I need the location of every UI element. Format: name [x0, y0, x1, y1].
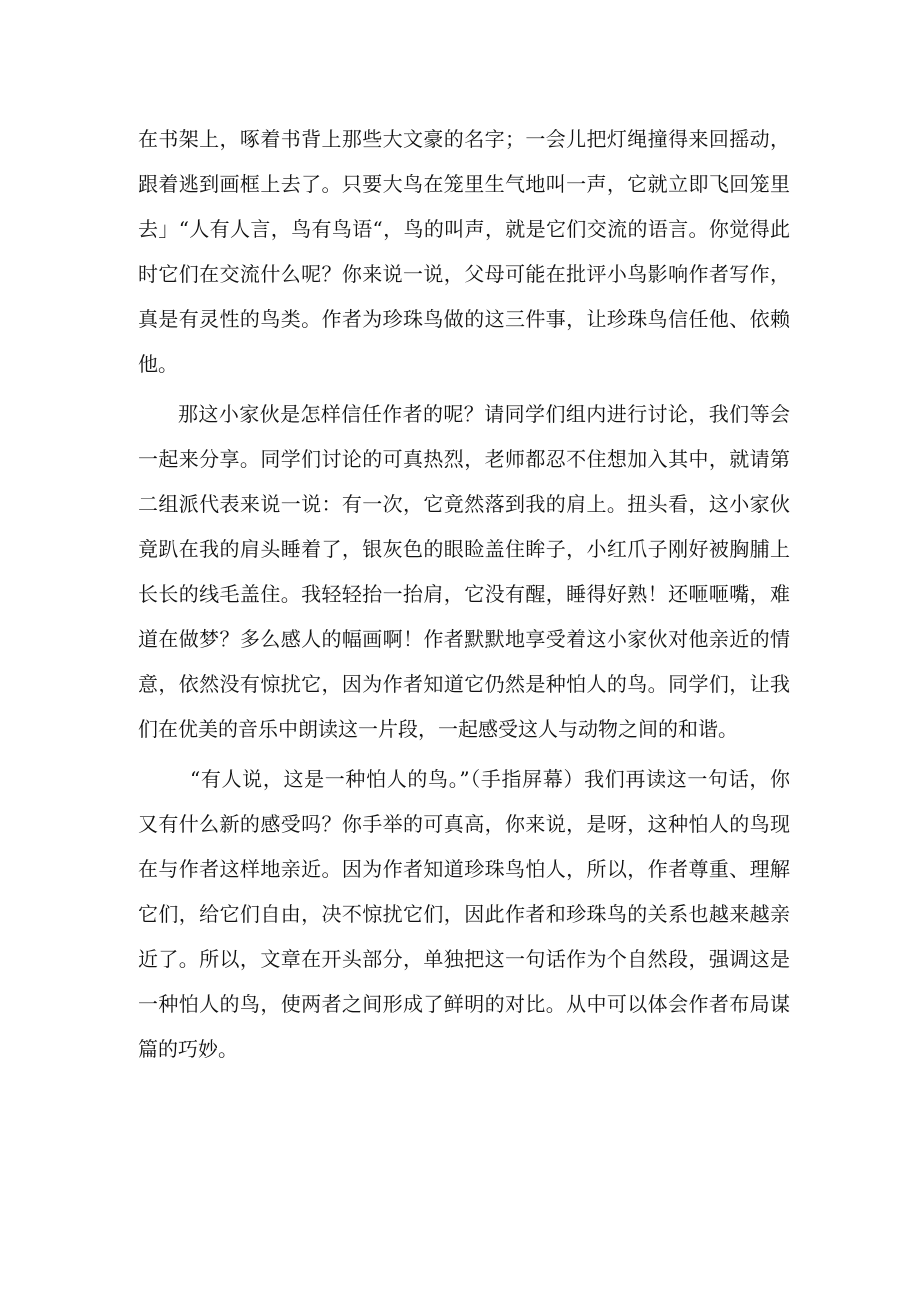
document-body [138, 117, 790, 1077]
paragraph-2: 那这小家伙是怎样信任作者的呢？请同学们组内进行讨论，我们等会一起来分享。同学们讨论的可真热烈，老师都忍不住想加入其中，就请第二组派代表来说一说：有一次，它竟然落到我的肩上。扭头看，这小家伙竟趴在我的肩头睡着了，银灰色的眼睑盖住眸子，小红爪子刚好被胸脯上长长的线毛盖住。我轻轻抬一抬肩，它没有醒，睡得好熟！还咂咂嘴，难道在做梦？多么感人的幅画啊！作者默默地享受着这小家伙对他亲近的情意，依然没有惊扰它，因为作者知道它仍然是种怕人的鸟。同学们，让我们在优美的音乐中朗读这一片段，一起感受这人与动物之间的和谐。 [138, 402, 790, 741]
paragraph-1: 在书架上，啄着书背上那些大文豪的名字；一会儿把灯绳撞得来回摇动，跟着逃到画框上去了。只要大鸟在笼里生气地叫一声，它就立即飞回笼里去」“人有人言，鸟有鸟语“，鸟的叫声，就是它们交流的语言。你觉得此时它们在交流什么呢？你来说一说，父母可能在批评小鸟影响作者写作，真是有灵性的鸟类。作者为珍珠鸟做的这三件事，让珍珠鸟信任他、依赖他。 [138, 127, 790, 376]
paragraph-3: “有人说，这是一种怕人的鸟。”（手指屏幕）我们再读这一句话，你又有什么新的感受吗？你手举的可真高，你来说，是呀，这种怕人的鸟现在与作者这样地亲近。因为作者知道珍珠鸟怕人，所以，作者尊重、理解它们，给它们自由，决不惊扰它们，因此作者和珍珠鸟的关系也越来越亲近了。所以，文章在开头部分，单独把这一句话作为个自然段，强调这是一种怕人的鸟，使两者之间形成了鲜明的对比。从中可以体会作者布局谋篇的巧妙。 [138, 767, 790, 1061]
